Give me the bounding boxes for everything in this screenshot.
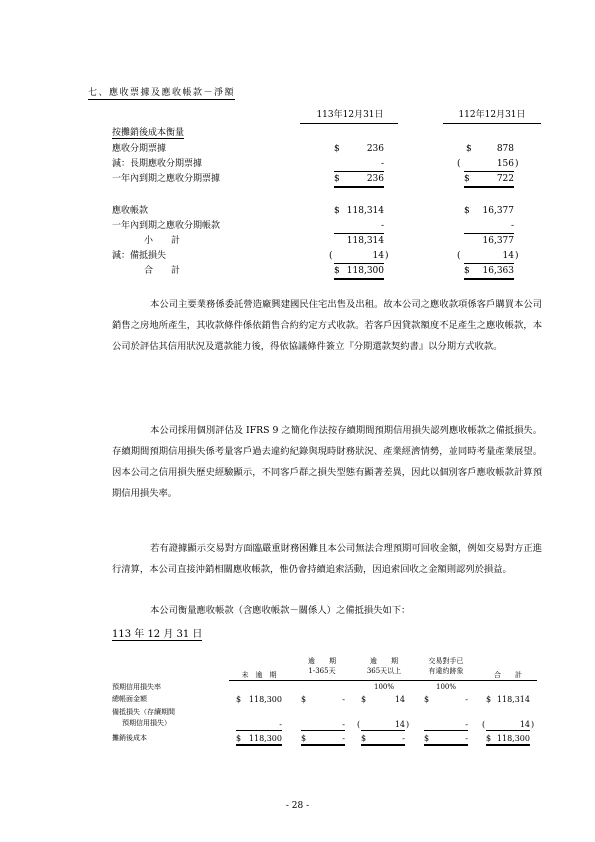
- allowance-counterparty: -: [424, 719, 468, 731]
- paragraph-text: 若有證據顯示交易對方面臨嚴重財務困難且本公司無法合理預期可回收金額，例如交易對方正進行清算，本公司直接沖銷相關應收帳款，惟仍會持續追索活動，因追索回收之金額則認列於損益。: [112, 543, 542, 575]
- row-label: 減：長期應收分期票據: [112, 159, 203, 169]
- value-113: -: [334, 158, 384, 172]
- section-heading-text: 七、應收票據及應收帳款－淨額: [88, 88, 236, 98]
- dollar-sign: $: [464, 174, 470, 184]
- dollar-sign: $: [334, 174, 340, 184]
- dollar-sign: $: [236, 695, 242, 704]
- net-not-due: 118,300: [236, 733, 282, 746]
- col-header-113: 113年12月31日: [316, 110, 384, 120]
- value-112: 156: [464, 158, 514, 172]
- net-1-365: -: [301, 733, 345, 746]
- close-paren: ): [515, 251, 519, 261]
- dollar-sign: $: [301, 734, 307, 743]
- col-header-113-rule: [300, 123, 398, 124]
- paragraph-ifrs9: [112, 420, 542, 504]
- row-label-gross: 總帳面金額: [112, 695, 147, 703]
- gross-not-due: 118,300: [248, 695, 282, 704]
- close-paren: ): [531, 720, 535, 729]
- value-112: 722: [464, 173, 514, 188]
- value-112: 16,377: [482, 206, 514, 216]
- col-header-112: 112年12月31日: [458, 110, 526, 120]
- dollar-sign: $: [301, 695, 307, 704]
- row-label: 合 計: [144, 266, 181, 276]
- value-112: 14: [464, 250, 514, 264]
- close-paren: ): [406, 720, 410, 729]
- value-113: 118,314: [346, 206, 384, 216]
- row-label: 應收帳款: [112, 206, 149, 216]
- dollar-sign: $: [424, 734, 430, 743]
- paragraph-text: 本公司衡量應收帳款（含應收帳款－關係人）之備抵損失如下：: [150, 605, 411, 616]
- allowance-not-due: -: [236, 719, 282, 731]
- gross-1-365: -: [342, 695, 345, 704]
- aging-date-label: [112, 628, 202, 642]
- header-1-365-line1: 逾 期: [308, 657, 336, 665]
- row-label: 一年內到期之應收分期票據: [112, 174, 221, 184]
- header-total: 合 計: [494, 671, 522, 679]
- dollar-sign: $: [486, 734, 492, 743]
- allowance-total: 14: [486, 719, 530, 731]
- paragraph-intro: [112, 600, 542, 621]
- row-label-allowance-2: 預期信用損失）: [122, 719, 171, 727]
- open-paren: (: [357, 720, 361, 729]
- row-label: 應收分期票據: [112, 144, 167, 154]
- value-113: 236: [334, 173, 384, 188]
- rate-counterparty: 100%: [435, 683, 456, 691]
- row-label-allowance-1: 備抵損失（存續期間: [112, 708, 175, 716]
- close-paren: ): [385, 251, 389, 261]
- value-113: 14: [334, 250, 384, 264]
- dollar-sign: $: [334, 266, 340, 276]
- paragraph-writeoff: [112, 538, 542, 580]
- col-header-112-rule: [443, 123, 541, 124]
- close-paren: ): [515, 159, 519, 169]
- dollar-sign: $: [361, 695, 367, 704]
- row-label: 減：備抵損失: [112, 251, 167, 261]
- row-label: 一年內到期之應收分期帳款: [112, 221, 221, 231]
- page-number: - 28 -: [285, 801, 310, 811]
- dollar-sign: $: [466, 144, 472, 154]
- dollar-sign: $: [236, 734, 242, 743]
- section-label-text: 按攤銷後成本衡量: [112, 128, 185, 138]
- header-1-365-line2: 1-365天: [308, 667, 336, 675]
- gross-total: 118,314: [496, 695, 530, 704]
- value-112: 16,377: [482, 236, 514, 246]
- row-label-net: 攤銷後成本: [112, 734, 147, 742]
- open-paren: (: [457, 251, 461, 261]
- net-counterparty: -: [424, 733, 468, 746]
- row-label: 小 計: [144, 236, 181, 246]
- gross-365-plus: 14: [394, 695, 405, 704]
- value-113: 236: [366, 144, 384, 154]
- row-label-rate: 預期信用損失率: [112, 683, 161, 691]
- allowance-365-plus: 14: [361, 719, 405, 731]
- section-label: [112, 127, 184, 140]
- gross-counterparty: -: [465, 695, 468, 704]
- dollar-sign: $: [424, 695, 430, 704]
- dollar-sign: $: [334, 144, 340, 154]
- open-paren: (: [482, 720, 486, 729]
- dollar-sign: $: [334, 206, 340, 216]
- value-112: -: [464, 220, 514, 234]
- dollar-sign: $: [464, 266, 470, 276]
- header-counterparty-line1: 交易對手已: [428, 657, 464, 665]
- value-113: 118,314: [346, 236, 384, 246]
- value-112: 878: [496, 144, 514, 154]
- net-total: 118,300: [486, 733, 530, 746]
- aging-date-text: 113 年 12 月 31 日: [112, 629, 203, 640]
- header-rule: [229, 680, 537, 681]
- allowance-1-365: -: [301, 719, 345, 731]
- paragraph-business: [112, 294, 542, 357]
- header-counterparty-line2: 有違約跡象: [428, 667, 464, 675]
- value-113: -: [334, 220, 384, 234]
- paragraph-text: 本公司主要業務係委託營造廠興建國民住宅出售及出租。故本公司之應收款項係客戶購買本公司銷售之房地所產生，其收款條件係依銷售合約約定方式收款。若客戶因貸款額度不足產生之應收帳款，本公司於評估其信用狀況及還款能力後，得依協議條件簽立『分期還款契約書』以分期方式收款。: [112, 299, 542, 352]
- dollar-sign: $: [361, 734, 367, 743]
- net-365-plus: -: [361, 733, 405, 746]
- dollar-sign: $: [486, 695, 492, 704]
- value-113: 118,300: [334, 265, 384, 280]
- open-paren: (: [329, 251, 333, 261]
- section-heading: [88, 87, 235, 100]
- paragraph-text: 本公司採用個別評估及 IFRS 9 之簡化作法按存續期間預期信用損失認列應收帳款之備抵損失。存續期間預期信用損失係考量客戶過去違約紀錄與現時財務狀況、產業經濟情勢，並同時考量產業展望。因本公司之信用損失歷史經驗顯示，不同客戶群之損失型態有顯著差異，因此以個別客戶應收帳款計算預期信用損失率。: [112, 425, 542, 499]
- value-112: 16,363: [464, 265, 514, 280]
- header-not-due: 未 逾 期: [241, 671, 277, 679]
- open-paren: (: [457, 159, 461, 169]
- rate-365-plus: 100%: [373, 683, 394, 691]
- header-365-plus-line2: 365天以上: [366, 667, 402, 675]
- dollar-sign: $: [464, 206, 470, 216]
- header-365-plus-line1: 逾 期: [370, 657, 398, 665]
